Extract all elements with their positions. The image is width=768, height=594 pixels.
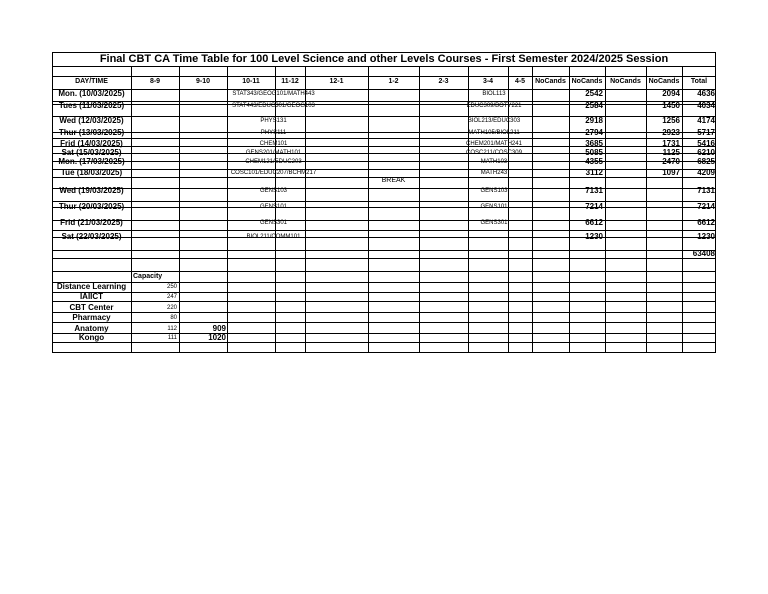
grid-line — [52, 312, 716, 313]
venue-capacity: 112 — [167, 326, 177, 332]
candidates-count-1: 4355 — [585, 157, 603, 166]
grid-line — [52, 301, 716, 302]
morning-courses: GENS101 — [259, 204, 287, 210]
morning-courses: PHYS111 — [260, 130, 287, 136]
candidates-count-1: 2794 — [585, 128, 603, 137]
grid-line — [508, 271, 509, 353]
capacity-label: Capacity — [133, 273, 163, 280]
candidates-count-3: 1125 — [662, 148, 680, 157]
row-day-label: Wed (12/03/2025) — [59, 116, 124, 125]
row-day-label: Frid (14/03/2025) — [60, 139, 123, 148]
candidates-count-1: 5085 — [585, 148, 603, 157]
grid-line — [52, 201, 716, 202]
column-header: NoCands — [571, 78, 603, 85]
candidates-count-3: 1097 — [662, 168, 680, 177]
afternoon-courses: BIOL113 — [482, 91, 506, 97]
morning-courses: GENS301 — [259, 220, 287, 226]
column-header: 8-9 — [149, 78, 161, 85]
venue-capacity: 111 — [167, 335, 177, 341]
candidates-count-1: 6612 — [585, 218, 603, 227]
morning-courses: COSC101/EDUC207/BCHM217 — [230, 170, 317, 176]
grid-line — [52, 230, 716, 231]
venue-name: IAIICT — [79, 292, 104, 301]
row-day-label: Tues (11/03/2025) — [58, 101, 125, 110]
row-total: 7131 — [697, 186, 715, 195]
grid-line — [52, 250, 716, 251]
column-header: NoCands — [610, 78, 641, 85]
column-header: 2-3 — [438, 78, 449, 85]
grid-line — [52, 352, 716, 353]
grid-line — [275, 271, 276, 353]
grid-line — [52, 161, 716, 162]
row-total: 4209 — [697, 168, 715, 177]
grid-line — [52, 271, 716, 272]
afternoon-courses: BIOL213/EDUC303 — [467, 118, 521, 124]
venue-capacity: 247 — [166, 294, 177, 300]
column-header: Total — [690, 78, 708, 85]
grid-line — [682, 271, 683, 353]
afternoon-courses: GENS301 — [480, 220, 508, 226]
row-total: 1230 — [697, 232, 715, 241]
afternoon-courses: GENS101 — [480, 204, 508, 210]
row-day-label: Tue (18/03/2025) — [60, 168, 123, 177]
grid-line — [131, 66, 132, 271]
grid-line — [52, 132, 716, 133]
grid-line — [52, 220, 716, 221]
grid-line — [52, 207, 716, 208]
column-header: NoCands — [535, 78, 566, 85]
grid-line — [52, 138, 716, 139]
grid-line — [52, 76, 716, 77]
candidates-count-1: 3112 — [585, 168, 603, 177]
grid-line — [52, 169, 716, 170]
candidates-count-1: 2918 — [585, 116, 603, 125]
venue-capacity: 220 — [166, 305, 177, 311]
column-header: 1-2 — [388, 78, 399, 85]
grid-line — [305, 271, 306, 353]
afternoon-courses: MATH103 — [480, 159, 508, 165]
grid-line — [52, 292, 716, 293]
morning-courses: CHEM121/EDUC203 — [245, 159, 302, 165]
row-total: 6825 — [697, 157, 715, 166]
row-day-label: Mon. (17/03/2025) — [58, 157, 125, 166]
grid-line — [368, 66, 369, 271]
candidates-count-1: 1230 — [585, 232, 603, 241]
column-header: DAY/TIME — [75, 78, 108, 85]
morning-courses: GENS201/MATH101 — [245, 150, 302, 156]
row-day-label: Wed (19/03/2025) — [59, 186, 124, 195]
grid-line — [52, 282, 716, 283]
column-header: 3-4 — [482, 78, 494, 85]
row-day-label: Frid (21/03/2025) — [60, 218, 123, 227]
timetable-sheet — [52, 52, 716, 353]
grid-line — [52, 258, 716, 259]
column-header: 11-12 — [281, 78, 299, 85]
candidates-count-3: 1256 — [662, 116, 680, 125]
grid-line — [52, 322, 716, 323]
candidates-count-1: 7214 — [585, 202, 603, 211]
grid-line — [52, 342, 716, 343]
row-total: 6210 — [697, 148, 715, 157]
venue-capacity: 80 — [170, 315, 177, 321]
venue-name: CBT Center — [69, 303, 114, 312]
morning-courses: GENS103 — [259, 188, 287, 194]
grid-line — [468, 271, 469, 353]
grid-line — [52, 237, 716, 238]
row-total: 6612 — [697, 218, 715, 227]
afternoon-courses: MATH243 — [480, 170, 508, 176]
morning-courses: PHYS131 — [260, 118, 287, 124]
grid-line — [52, 89, 716, 90]
afternoon-courses: MATH105/BIOL211 — [468, 130, 520, 136]
row-day-label: Mon. (10/03/2025) — [58, 89, 125, 98]
venue-value: 1020 — [208, 333, 226, 342]
row-total: 5416 — [697, 139, 715, 148]
grid-line — [52, 116, 716, 117]
venue-name: Distance Learning — [56, 282, 127, 291]
grid-line — [227, 271, 228, 353]
grid-line — [52, 101, 716, 102]
row-day-label: Thur (20/03/2025) — [58, 202, 125, 211]
grid-line — [52, 333, 716, 334]
break-label: BREAK — [381, 177, 406, 184]
candidates-count-3: 2470 — [662, 157, 680, 166]
morning-courses: STAT343/GEOG101/MATH443 — [232, 91, 315, 97]
morning-courses: CHEM101 — [259, 141, 288, 147]
candidates-count-3: 2923 — [662, 128, 680, 137]
column-header: 4-5 — [514, 78, 526, 85]
grid-line — [52, 146, 716, 147]
grid-line — [605, 66, 606, 271]
grid-line — [52, 153, 716, 154]
column-header: 9-10 — [195, 78, 210, 85]
column-header: 12-1 — [329, 78, 344, 85]
row-total: 4034 — [697, 101, 715, 110]
candidates-count-3: 1731 — [662, 139, 680, 148]
row-total: 4174 — [697, 116, 715, 125]
row-day-label: Sat (15/03/2025) — [61, 148, 122, 157]
grid-line — [605, 271, 606, 353]
row-day-label: Thur (13/03/2025) — [58, 128, 125, 137]
row-total: 4636 — [697, 89, 715, 98]
afternoon-courses: COSC211/COSC309 — [466, 150, 522, 156]
row-total: 7214 — [697, 202, 715, 211]
afternoon-courses: GENS103 — [480, 188, 508, 194]
morning-courses: STAT443/EDUC301/GEOG103 — [232, 103, 315, 109]
candidates-count-3: 1450 — [662, 101, 680, 110]
candidates-count-1: 2584 — [585, 101, 603, 110]
grid-line — [368, 271, 369, 353]
grid-line — [715, 52, 716, 353]
row-total: 5717 — [697, 128, 715, 137]
venue-capacity: 250 — [166, 284, 177, 290]
grid-line — [646, 271, 647, 353]
venue-name: Anatomy — [74, 324, 109, 333]
venue-name: Kongo — [78, 333, 105, 342]
venue-name: Pharmacy — [72, 313, 111, 322]
grid-line — [419, 271, 420, 353]
grid-line — [569, 271, 570, 353]
candidates-count-1: 2542 — [585, 89, 603, 98]
candidates-count-1: 3685 — [585, 139, 603, 148]
column-header: NoCands — [648, 78, 680, 85]
row-day-label: Sat (22/03/2025) — [61, 232, 122, 241]
column-header: 10-11 — [242, 78, 260, 85]
afternoon-courses: CHEM201/MATH241 — [466, 141, 522, 147]
grid-line — [532, 271, 533, 353]
afternoon-courses: EDUC309/BOTY221 — [466, 103, 522, 109]
venue-value: 909 — [212, 324, 226, 333]
grand-total: 63408 — [692, 249, 715, 258]
page-title: Final CBT CA Time Table for 100 Level Science and other Levels Courses - First Semester 2024/2025 Session — [99, 53, 669, 65]
candidates-count-1: 7131 — [585, 186, 603, 195]
grid-line — [52, 188, 716, 189]
grid-line — [52, 66, 716, 67]
morning-courses: BIOL211/COMM101 — [246, 234, 301, 240]
grid-line — [52, 104, 716, 105]
candidates-count-3: 2094 — [662, 89, 680, 98]
